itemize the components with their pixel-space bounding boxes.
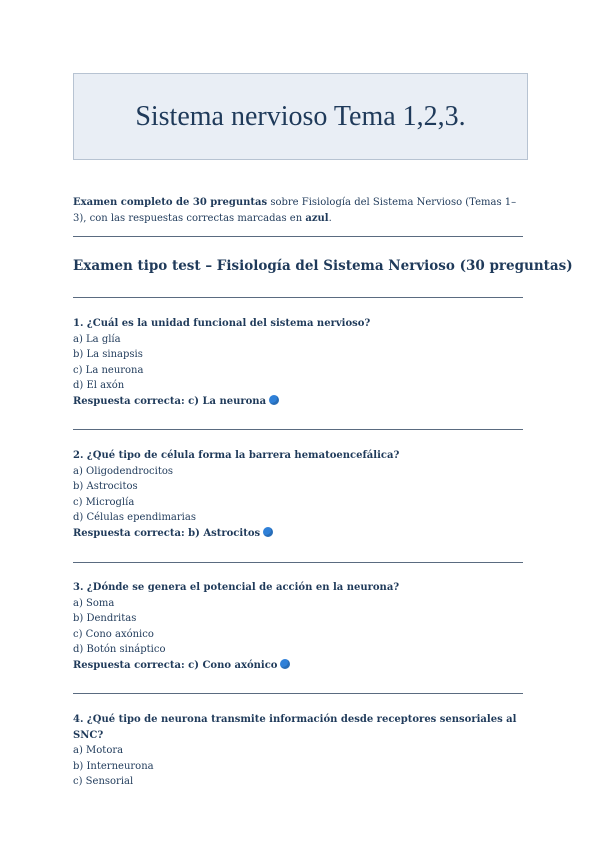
option-item: c) Cono axónico xyxy=(73,628,154,640)
question-block xyxy=(73,316,528,409)
divider xyxy=(73,429,523,430)
question-text: 2. ¿Qué tipo de célula forma la barrera hematoencefálica? xyxy=(73,450,400,461)
option-item: c) Sensorial xyxy=(73,776,134,787)
intro-bold-lead: Examen completo de 30 preguntas xyxy=(73,197,268,208)
blue-circle-icon xyxy=(280,659,290,669)
question-text: 3. ¿Dónde se genera el potencial de acción en la neurona? xyxy=(73,582,400,593)
intro-text-end: . xyxy=(328,213,332,224)
option-item: c) Microglía xyxy=(73,496,135,508)
option-item: b) Interneurona xyxy=(73,760,154,772)
divider xyxy=(73,693,523,694)
intro-paragraph xyxy=(73,195,528,227)
divider xyxy=(73,236,523,237)
option-item: d) El axón xyxy=(73,380,125,391)
option-item: a) Soma xyxy=(73,597,115,609)
question-block xyxy=(73,712,528,790)
option-item: b) Dendritas xyxy=(73,613,137,624)
intro-text-middle: sobre Fisiología del Sistema Nervioso (Temas 1–3), con las respuestas correctas marcadas en xyxy=(73,197,517,224)
option-item: b) Astrocitos xyxy=(73,481,138,492)
divider xyxy=(73,297,523,298)
option-item: c) La neurona xyxy=(73,364,144,376)
option-item: d) Botón sináptico xyxy=(73,644,166,655)
question-text: 4. ¿Qué tipo de neurona transmite información desde receptores sensoriales al SNC? xyxy=(73,714,517,741)
question-block xyxy=(73,448,528,541)
title-box xyxy=(73,73,528,160)
answer-line xyxy=(73,526,528,542)
blue-circle-icon xyxy=(269,395,279,405)
option-item: d) Células ependimarias xyxy=(73,512,196,523)
answer-line xyxy=(73,658,528,674)
blue-circle-icon xyxy=(263,527,273,537)
option-item: a) Oligodendrocitos xyxy=(73,465,173,477)
option-item: b) La sinapsis xyxy=(73,349,143,360)
answer-text: Respuesta correcta: c) La neurona xyxy=(73,395,267,407)
divider xyxy=(73,562,523,563)
option-item: a) Motora xyxy=(73,745,124,756)
document-title: Sistema nervioso Tema 1,2,3. xyxy=(135,100,466,132)
answer-text: Respuesta correcta: b) Astrocitos xyxy=(73,527,261,539)
answer-line xyxy=(73,394,528,410)
question-text: 1. ¿Cuál es la unidad funcional del sistema nervioso? xyxy=(73,318,371,329)
answer-text: Respuesta correcta: c) Cono axónico xyxy=(73,659,278,671)
question-block xyxy=(73,580,528,673)
option-item: a) La glía xyxy=(73,333,121,345)
intro-bold-end: azul xyxy=(305,213,329,224)
section-title: Examen tipo test – Fisiología del Sistema Nervioso (30 preguntas) xyxy=(73,258,573,274)
